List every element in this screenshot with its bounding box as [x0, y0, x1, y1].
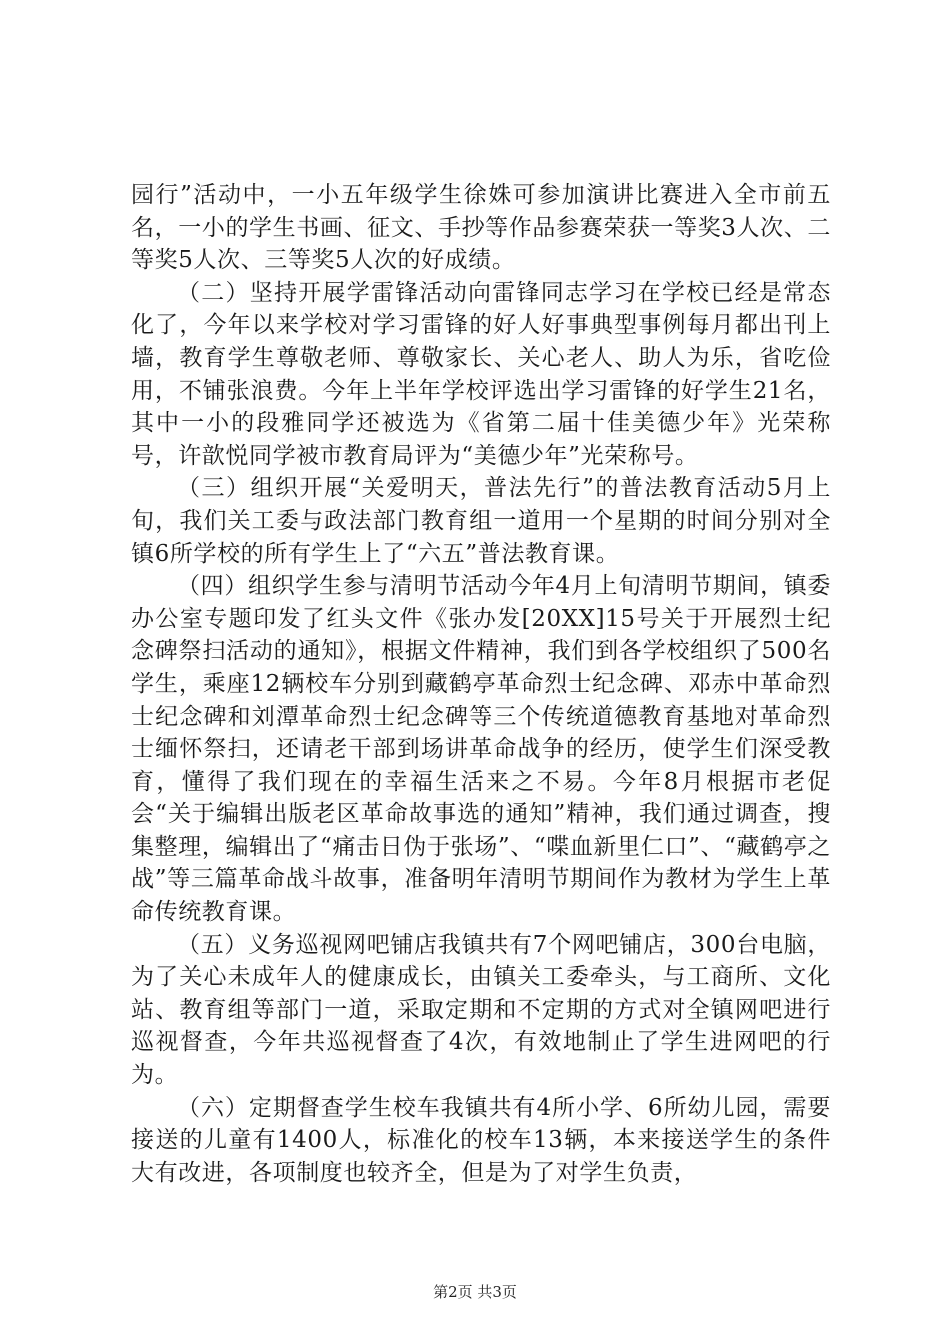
paragraph-4: （四）组织学生参与清明节活动今年4月上旬清明节期间，镇委办公室专题印发了红头文件《张办发[20XX]15号关于开展烈士纪念碑祭扫活动的通知》，根据文件精神，我们到各学校组织了500名学生，乘座12辆校车分别到藏鹤亭革命烈士纪念碑、邓赤中革命烈士纪念碑和刘潭革命烈士纪念碑等三个传统道德教育基地对革命烈士缅怀祭扫，还请老干部到场讲革命战争的经历，使学生们深受教育，懂得了我们现在的幸福生活来之不易。今年8月根据市老促会“关于编辑出版老区革命故事选的通知”精神，我们通过调查，搜集整理，编辑出了“痛击日伪于张场”、“喋血新里仁口”、“藏鹤亭之战”等三篇革命战斗故事，准备明年清明节期间作为教材为学生上革命传统教育课。	[131, 573, 831, 926]
paragraph-1: 园行”活动中，一小五年级学生徐姝可参加演讲比赛进入全市前五名，一小的学生书画、征文、手抄等作品参赛荣获一等奖3人次、二等奖5人次、三等奖5人次的好成绩。	[131, 182, 831, 274]
paragraph-2: （二）坚持开展学雷锋活动向雷锋同志学习在学校已经是常态化了，今年以来学校对学习雷锋的好人好事典型事例每月都出刊上墙，教育学生尊敬老师、尊敬家长、关心老人、助人为乐，省吃俭用，不铺张浪费。今年上半年学校评选出学习雷锋的好学生21名，其中一小的段雅同学还被选为《省第二届十佳美德少年》光荣称号，许歆悦同学被市教育局评为“美德少年”光荣称号。	[131, 279, 831, 469]
page-footer: 第2页 共3页	[433, 1283, 517, 1301]
paragraph-6: （六）定期督查学生校车我镇共有4所小学、6所幼儿园，需要接送的儿童有1400人，标准化的校车13辆，本来接送学生的条件大有改进，各项制度也较齐全，但是为了对学生负责，	[131, 1094, 831, 1186]
paragraph-5: （五）义务巡视网吧铺店我镇共有7个网吧铺店，300台电脑，为了关心未成年人的健康成长，由镇关工委牵头，与工商所、文化站、教育组等部门一道，采取定期和不定期的方式对全镇网吧进行巡视督查，今年共巡视督查了4次，有效地制止了学生进网吧的行为。	[131, 931, 831, 1089]
paragraph-3: （三）组织开展“关爱明天，普法先行”的普法教育活动5月上旬，我们关工委与政法部门教育组一道用一个星期的时间分别对全镇6所学校的所有学生上了“六五”普法教育课。	[131, 475, 831, 567]
document-body	[131, 179, 831, 1189]
